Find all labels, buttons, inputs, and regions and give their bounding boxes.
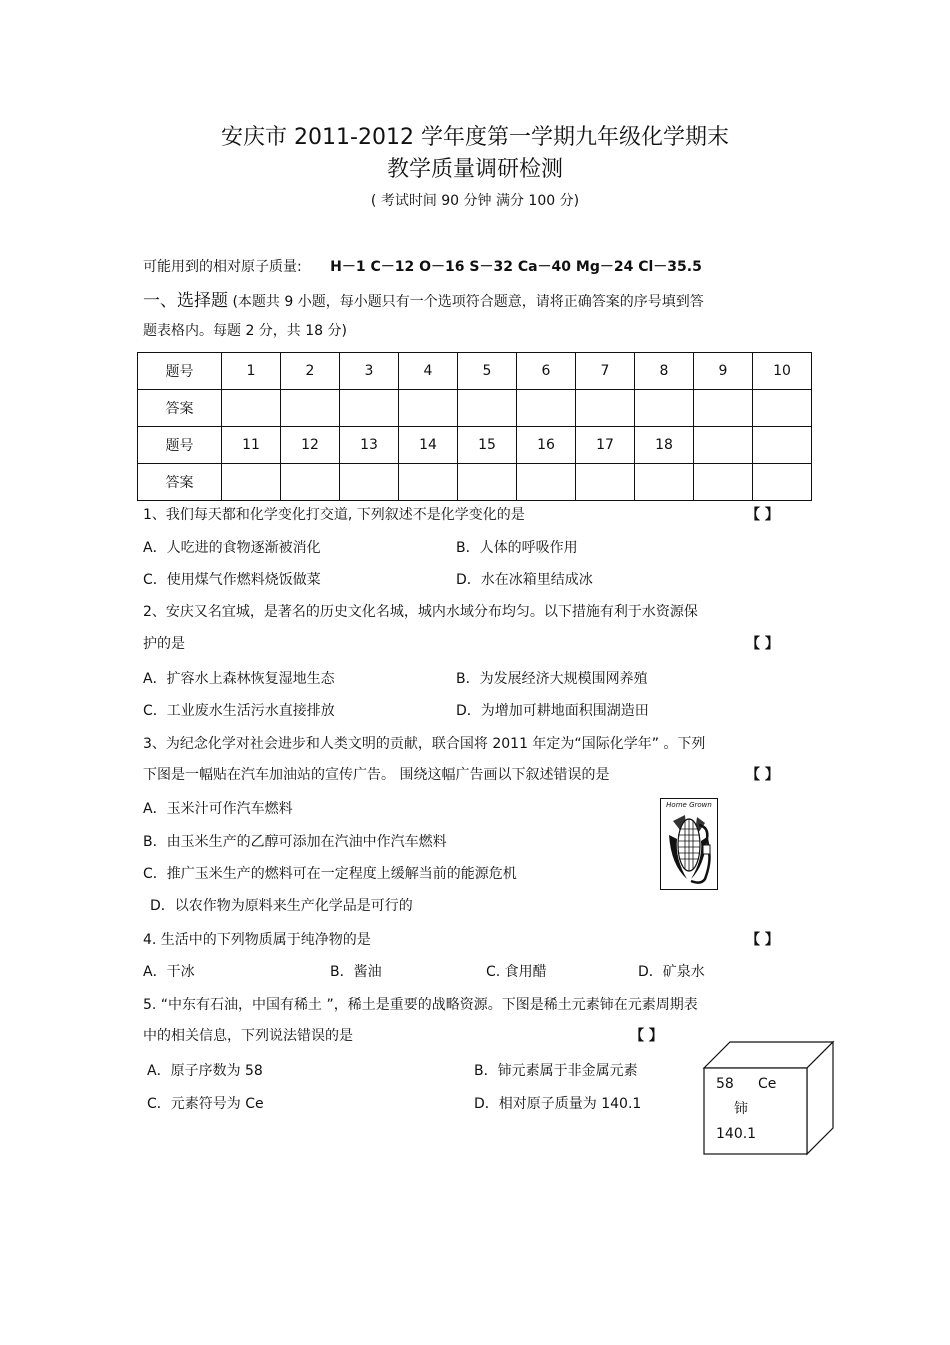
table-row-label: 答案 — [138, 464, 222, 501]
q1-option-c: C．使用煤气作燃料烧饭做菜 — [143, 572, 321, 588]
answer-cell[interactable] — [399, 390, 458, 427]
element-name: 铈 — [734, 1101, 748, 1117]
question-number-cell: 11 — [222, 427, 281, 464]
q1-option-a: A．人吃进的食物逐渐被消化 — [143, 540, 321, 556]
element-atomic-number: 58 — [716, 1076, 734, 1092]
q3-stem-line2: 下图是一幅贴在汽车加油站的宣传广告。 围绕这幅广告画以下叙述错误的是 — [143, 767, 610, 783]
table-row-label: 答案 — [138, 390, 222, 427]
answer-cell[interactable] — [576, 464, 635, 501]
answer-cell[interactable] — [635, 464, 694, 501]
answer-cell[interactable] — [340, 390, 399, 427]
section1-title: 一、选择题 — [143, 291, 228, 311]
q3-option-a: A．玉米汁可作汽车燃料 — [143, 801, 293, 817]
q4-option-b: B．酱油 — [330, 964, 382, 980]
ad-text: Home Grown — [666, 801, 712, 809]
exam-title-line1: 安庆市 2011-2012 学年度第一学期九年级化学期末 — [221, 125, 729, 150]
question-number-cell: 13 — [340, 427, 399, 464]
q1-option-b: B．人体的呼吸作用 — [456, 540, 578, 556]
exam-title-line2: 教学质量调研检测 — [386, 157, 563, 182]
section1-desc-line1: (本题共 9 小题，每小题只有一个选项符合题意，请将正确答案的序号填到答 — [232, 294, 704, 310]
table-row — [138, 353, 812, 390]
answer-table — [137, 352, 812, 501]
answer-cell[interactable] — [517, 464, 576, 501]
q1-option-d: D．水在冰箱里结成冰 — [456, 572, 593, 588]
q3-option-d: D．以农作物为原料来生产化学品是可行的 — [150, 898, 413, 914]
q1-answer-bracket[interactable]: 【 】 — [746, 507, 779, 523]
question-number-cell: 16 — [517, 427, 576, 464]
q4-option-a: A．干冰 — [143, 964, 195, 980]
question-number-cell: 15 — [458, 427, 517, 464]
q2-stem-line1: 2、安庆又名宜城，是著名的历史文化名城，城内水域分布均匀。以下措施有利于水资源保 — [143, 604, 698, 620]
cerium-element-cube — [700, 1038, 835, 1156]
question-number-cell: 9 — [694, 353, 753, 390]
q3-answer-bracket[interactable]: 【 】 — [746, 767, 779, 783]
answer-cell[interactable] — [281, 390, 340, 427]
question-number-cell: 2 — [281, 353, 340, 390]
atomic-mass-label: 可能用到的相对原子质量: — [143, 259, 302, 275]
question-number-cell: 17 — [576, 427, 635, 464]
element-symbol: Ce — [758, 1076, 777, 1092]
answer-cell[interactable] — [576, 390, 635, 427]
q2-option-a: A．扩容水上森林恢复湿地生态 — [143, 671, 335, 687]
answer-cell[interactable] — [222, 464, 281, 501]
q5-answer-bracket[interactable]: 【 】 — [630, 1028, 663, 1044]
answer-cell[interactable] — [694, 464, 753, 501]
q4-option-d: D．矿泉水 — [638, 964, 705, 980]
q4-stem: 4. 生活中的下列物质属于纯净物的是 — [143, 932, 371, 948]
question-number-cell: 6 — [517, 353, 576, 390]
q1-stem: 1、我们每天都和化学变化打交道, 下列叙述不是化学变化的是 — [143, 507, 525, 523]
answer-cell[interactable] — [635, 390, 694, 427]
q3-option-c: C．推广玉米生产的燃料可在一定程度上缓解当前的能源危机 — [143, 866, 517, 882]
answer-cell[interactable] — [340, 464, 399, 501]
question-number-cell: 4 — [399, 353, 458, 390]
answer-cell[interactable] — [222, 390, 281, 427]
corn-fuel-pump-icon — [661, 799, 717, 889]
answer-cell[interactable] — [753, 464, 812, 501]
question-number-cell: 12 — [281, 427, 340, 464]
answer-cell[interactable] — [281, 464, 340, 501]
question-number-cell — [694, 427, 753, 464]
corn-fuel-ad-image — [660, 798, 718, 890]
question-number-cell — [753, 427, 812, 464]
q5-stem-line1: 5. “中东有石油，中国有稀土 ”，稀土是重要的战略资源。下图是稀土元素铈在元素周期表 — [143, 997, 698, 1013]
answer-cell[interactable] — [399, 464, 458, 501]
q4-option-c: C. 食用醋 — [486, 964, 547, 980]
question-number-cell: 1 — [222, 353, 281, 390]
question-number-cell: 5 — [458, 353, 517, 390]
answer-cell[interactable] — [517, 390, 576, 427]
question-number-cell: 7 — [576, 353, 635, 390]
atomic-mass-row — [143, 256, 702, 276]
q5-stem-line2: 中的相关信息，下列说法错误的是 — [143, 1028, 353, 1044]
question-number-cell: 3 — [340, 353, 399, 390]
q2-stem-line2: 护的是 — [143, 636, 185, 652]
q2-option-d: D．为增加可耕地面积围湖造田 — [456, 703, 649, 719]
q3-option-b: B．由玉米生产的乙醇可添加在汽油中作汽车燃料 — [143, 834, 447, 850]
element-atomic-mass: 140.1 — [716, 1126, 757, 1142]
atomic-mass-values: H－1 C－12 O－16 S－32 Ca－40 Mg－24 Cl－35.5 — [330, 259, 702, 275]
section1-desc-line2: 题表格内。每题 2 分，共 18 分) — [143, 323, 347, 339]
q4-answer-bracket[interactable]: 【 】 — [746, 932, 779, 948]
q5-option-b: B．铈元素属于非金属元素 — [474, 1063, 638, 1079]
question-number-cell: 8 — [635, 353, 694, 390]
question-number-cell: 14 — [399, 427, 458, 464]
answer-cell[interactable] — [458, 464, 517, 501]
exam-info: ( 考试时间 90 分钟 满分 100 分) — [370, 193, 580, 209]
answer-cell[interactable] — [753, 390, 812, 427]
answer-cell[interactable] — [458, 390, 517, 427]
answer-cell[interactable] — [694, 390, 753, 427]
table-row — [138, 464, 812, 501]
q5-option-c: C．元素符号为 Ce — [147, 1096, 264, 1112]
question-number-cell: 10 — [753, 353, 812, 390]
table-row-label: 题号 — [138, 427, 222, 464]
q2-answer-bracket[interactable]: 【 】 — [746, 636, 779, 652]
q2-option-b: B．为发展经济大规模围网养殖 — [456, 671, 648, 687]
q3-stem-line1: 3、为纪念化学对社会进步和人类文明的贡献，联合国将 2011 年定为“国际化学年” 。下列 — [143, 736, 706, 752]
question-number-cell: 18 — [635, 427, 694, 464]
q5-option-d: D．相对原子质量为 140.1 — [474, 1096, 642, 1112]
table-row-label: 题号 — [138, 353, 222, 390]
table-row — [138, 390, 812, 427]
q5-option-a: A．原子序数为 58 — [147, 1063, 263, 1079]
section1-heading — [143, 286, 704, 311]
table-row — [138, 427, 812, 464]
q2-option-c: C．工业废水生活污水直接排放 — [143, 703, 335, 719]
